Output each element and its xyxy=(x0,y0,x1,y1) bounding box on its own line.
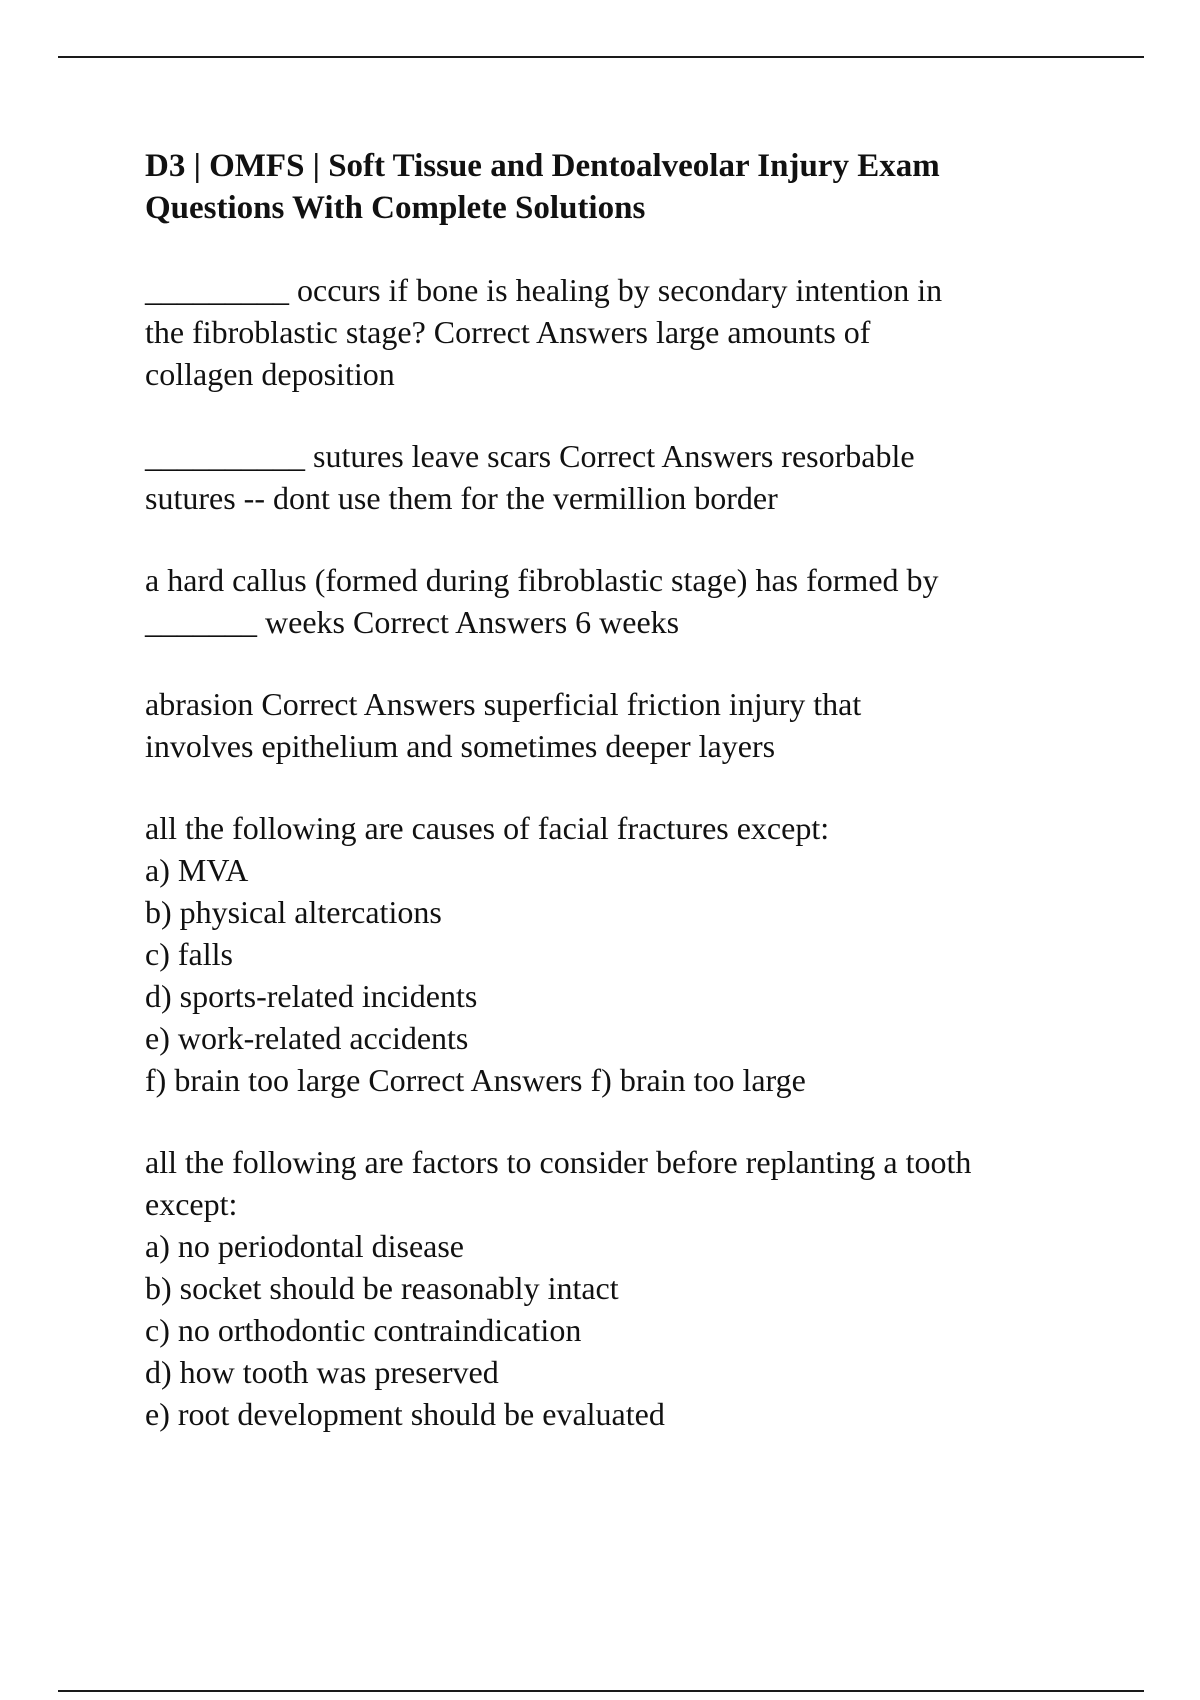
question-line: all the following are factors to consider before replanting a tooth xyxy=(145,1144,972,1180)
question-item xyxy=(145,559,1100,643)
question-line: sutures -- dont use them for the vermillion border xyxy=(145,480,778,516)
question-item xyxy=(145,269,1100,395)
question-list xyxy=(145,269,1100,1435)
question-item xyxy=(145,683,1100,767)
document-title xyxy=(145,145,1100,229)
answer-option: e) root development should be evaluated xyxy=(145,1396,665,1432)
answer-option: c) falls xyxy=(145,936,233,972)
question-line: _________ occurs if bone is healing by secondary intention in xyxy=(145,272,943,308)
question-line: collagen deposition xyxy=(145,356,395,392)
question-item xyxy=(145,1141,1100,1435)
answer-option: a) MVA xyxy=(145,852,249,888)
question-line: abrasion Correct Answers superficial friction injury that xyxy=(145,686,862,722)
question-line: _______ weeks Correct Answers 6 weeks xyxy=(145,604,680,640)
question-line: involves epithelium and sometimes deeper layers xyxy=(145,728,776,764)
question-item xyxy=(145,435,1100,519)
answer-option: b) physical altercations xyxy=(145,894,442,930)
answer-option: d) sports-related incidents xyxy=(145,978,478,1014)
answer-option: e) work-related accidents xyxy=(145,1020,469,1056)
answer-option: d) how tooth was preserved xyxy=(145,1354,499,1390)
question-line: the fibroblastic stage? Correct Answers large amounts of xyxy=(145,314,871,350)
question-line: except: xyxy=(145,1186,238,1222)
question-line: a hard callus (formed during fibroblastic stage) has formed by xyxy=(145,562,939,598)
answer-option: c) no orthodontic contraindication xyxy=(145,1312,582,1348)
question-item xyxy=(145,807,1100,1101)
answer-option: f) brain too large Correct Answers f) brain too large xyxy=(145,1062,806,1098)
answer-option: a) no periodontal disease xyxy=(145,1228,464,1264)
footer-rule xyxy=(58,1690,1144,1692)
question-line: __________ sutures leave scars Correct Answers resorbable xyxy=(145,438,915,474)
document-body xyxy=(145,145,1100,1475)
answer-option: b) socket should be reasonably intact xyxy=(145,1270,619,1306)
header-rule xyxy=(58,56,1144,58)
document-title-line: Questions With Complete Solutions xyxy=(145,190,646,226)
document-title-line: D3 | OMFS | Soft Tissue and Dentoalveolar Injury Exam xyxy=(145,148,940,184)
question-line: all the following are causes of facial fractures except: xyxy=(145,810,830,846)
